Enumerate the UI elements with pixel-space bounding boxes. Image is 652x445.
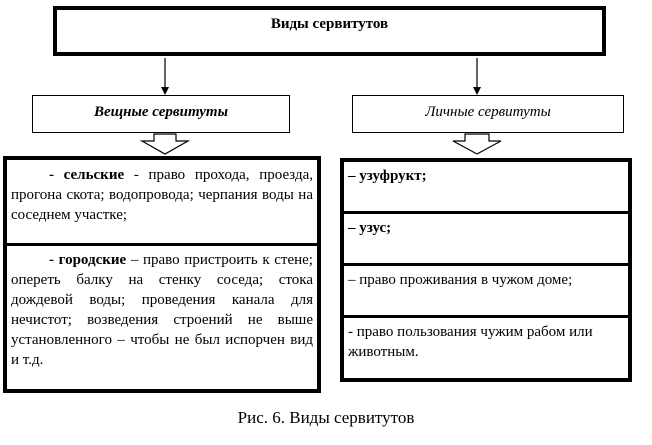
rural-term: - сельские <box>49 167 125 183</box>
arrow-to-personal <box>473 87 481 95</box>
block-arrow-left <box>142 134 188 154</box>
real-servitudes-label: Вещные сервитуты <box>94 104 228 120</box>
personal-servitudes-list <box>340 158 632 382</box>
operae-cell <box>344 318 628 378</box>
rural-servitude-cell <box>7 160 317 246</box>
block-arrow-right <box>453 134 501 154</box>
urban-text: – право пристроить к стене; опереть балку на стенку соседа; стока дождевой воды; проведения канала для нечистот; возведения строений не выше установленного – чтобы не был испорчен вид и т.д. <box>11 252 313 368</box>
root-title: Виды сервитутов <box>270 16 389 32</box>
rural-text: - право прохода, проезда, прогона скота; водопровода; черпания воды на соседнем участке; <box>11 167 313 223</box>
urban-servitude-cell <box>7 246 317 389</box>
usus-term: – узус; <box>348 220 392 236</box>
usufruct-term: – узуфрукт; <box>348 168 427 184</box>
habitation-text: – право проживания в чужом доме; <box>348 272 573 288</box>
usus-cell <box>344 214 628 266</box>
root-node <box>53 6 606 56</box>
urban-term: - городские <box>49 252 127 268</box>
real-servitudes-node <box>32 95 290 133</box>
usufruct-cell <box>344 162 628 214</box>
habitation-cell <box>344 266 628 318</box>
arrow-to-real <box>161 87 169 95</box>
real-servitudes-list <box>3 156 321 393</box>
figure-caption: Рис. 6. Виды сервитутов <box>237 408 415 427</box>
operae-text: - право пользования чужим рабом или животным. <box>348 324 593 360</box>
personal-servitudes-label: Личные сервитуты <box>425 104 551 120</box>
personal-servitudes-node <box>352 95 624 133</box>
